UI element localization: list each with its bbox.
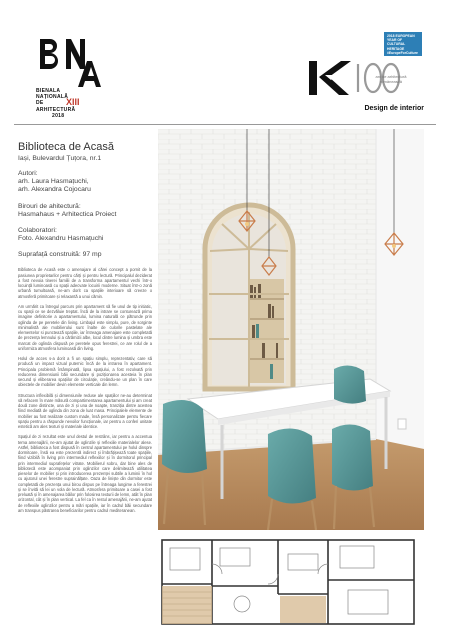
bna-line-4: ARHITECTURĂ xyxy=(36,106,76,113)
bna-line-5: 2018 xyxy=(52,112,65,119)
paragraph-4: Structura inflexibilă și dimensiunile reduse ale spațiilor ne-au determinat să refacem în mare măsură compartimentarea apartamentului și am creat două zone distincte, una de zi și una de noapte, tranziția dintre acestea fiind mediată de oglinda din zona de luat masa. Principalele elemente de mobilier au fost realizate custom made, însă personalizate pentru fiecare spațiu pentru a răspunde nevoilor funcționale, iar pentru a conferi unitate estetică am ales texturi și materiale identice. xyxy=(18,392,152,430)
bna-edition: XIII xyxy=(66,97,80,107)
bna-line-3: DE xyxy=(36,100,44,107)
floor-plan xyxy=(158,534,424,630)
built-area: Suprafață construită: 97 mp xyxy=(18,251,102,259)
paragraph-1: Biblioteca de Acasă este o amenajare al cărei concept a pornit de la pasiunea proprietarilor pentru cărți și pentru lectură. Principalul deziderat a fost nevoia tinerei familii de a transforma apartamentul vechi într-o locuință luminoasă cu spații adecvate locuirii moderne. Situat într-o zonă urbană tumultoasă, ne-am dorit ca spațiile interioare să creeze o atmosferă primitoare și relaxantă a unui cămin. xyxy=(18,267,152,299)
author-2: arh. Alexandra Cojocaru xyxy=(18,186,91,194)
author-1: arh. Laura Hasmațuchi, xyxy=(18,178,89,186)
authors-label: Autori: xyxy=(18,170,38,177)
paragraph-5: Spațiul de zi rezultat este unul destul de restrâns, iar pentru a accentua tema amenajării, ne-am ajutat de oglinzile și reflexiile materialelor alese. Astfel, biblioteca a fost dispusă în centrul apartamentului pe holul dinspre dormitoare, însă ea este prezentă indirect și îmbrățișează toate spațiile, fiind vizibilă în living prin intermediul reflexiilor și în dormitorul principal prin intermediul suprafețelor vitrate. Mobilierul sobru, dar bine ales de bibliotecă este acompaniat prin oglinzilor care delimitează utilitatea pieselor de mobilier și prin introducerea prezenței subtile a luminii în hol cu ajutorul unei ferestre suprainălțate. Oaza de liniște din dormitor este completată de prezența unui birou dispus pe întreaga lungime a ferestrei și se învită să lei un vola de lectură. Atmosfera primitoare a casei a fost preluată și în amenajarea băilor prin folosirea texturii de lemn, atât în plan orizontal, cât și în plan vertical. La fel ca în restul amenajării, ne-am ajutat de reflexiile oglinzilor pentru a mări spațiile, iar în cadrul băii secundare am transpus păstrarea beneficiarilor pentru cadrul mediteranean. xyxy=(18,434,152,513)
interior-photo xyxy=(158,129,424,530)
office-label: Birouri de ahitectură: xyxy=(18,202,81,210)
hundred-caption: ani de arhitectură românească xyxy=(375,74,407,84)
office-value: Hasmahaus + Arhitectica Proiect xyxy=(18,210,117,218)
paragraph-2: Am urmărit ca întregul parcurs prin apartament să fie unul de tip initiatic, cu spații ce se dezvăluie treptat. Încă de la intrare se conturează prima imagine definitorie a apartamentului, lumina naturală ce pătrunde prin oglinda de pe peretele din living. Limbajul este simplu, pure, de sorginte minimalistă ale mobilierului sunt înalte de culorile pastelate ale elementelor si punctează spațiile, iar întreaga amenajare este completată de prezența lemnului și a cărămizii albe, locul dintre lumina și umbra este marcat de oglinda dispusă pe peretele opus ferestrei, ce are rolul de a uniformiza atmosfera luminoasă din living. xyxy=(18,303,152,351)
collaborators-value: Foto. Alexandru Hasmațuchi xyxy=(18,235,104,243)
eu-heritage-badge: 2018 EUROPEAN YEAR OF CULTURAL HERITAGE #EuropeForCulture xyxy=(384,32,422,56)
project-info xyxy=(18,141,152,518)
project-title: Biblioteca de Acasă xyxy=(18,141,115,153)
k-logo xyxy=(305,55,353,101)
project-address: Iași, Bulevardul Țuțora, nr.1 xyxy=(18,155,102,162)
bna-line-2: NAȚIONALĂ xyxy=(36,94,69,101)
collaborators-label: Colaboratori: xyxy=(18,227,57,235)
paragraph-3: Holul de acces s-a dorit a fi un spațiu simplu, reprezentativ, care să producă un impact vizual puternic încă de la intrarea în apartament. Principala problemă întâmpinată, lipsa spațiului, a fost rezolvată prin reducerea dimensiunii băii secundare și poziționarea acesteia în plan secund și eliberarea spațiilor de circulație, creându-se un plan în care obiectele de mobilier devin elemente verticale din lemn. xyxy=(18,356,152,388)
header-divider xyxy=(14,124,436,125)
section-label: Design de interior xyxy=(364,105,424,112)
bna-line-1: BIENALA xyxy=(36,88,61,94)
